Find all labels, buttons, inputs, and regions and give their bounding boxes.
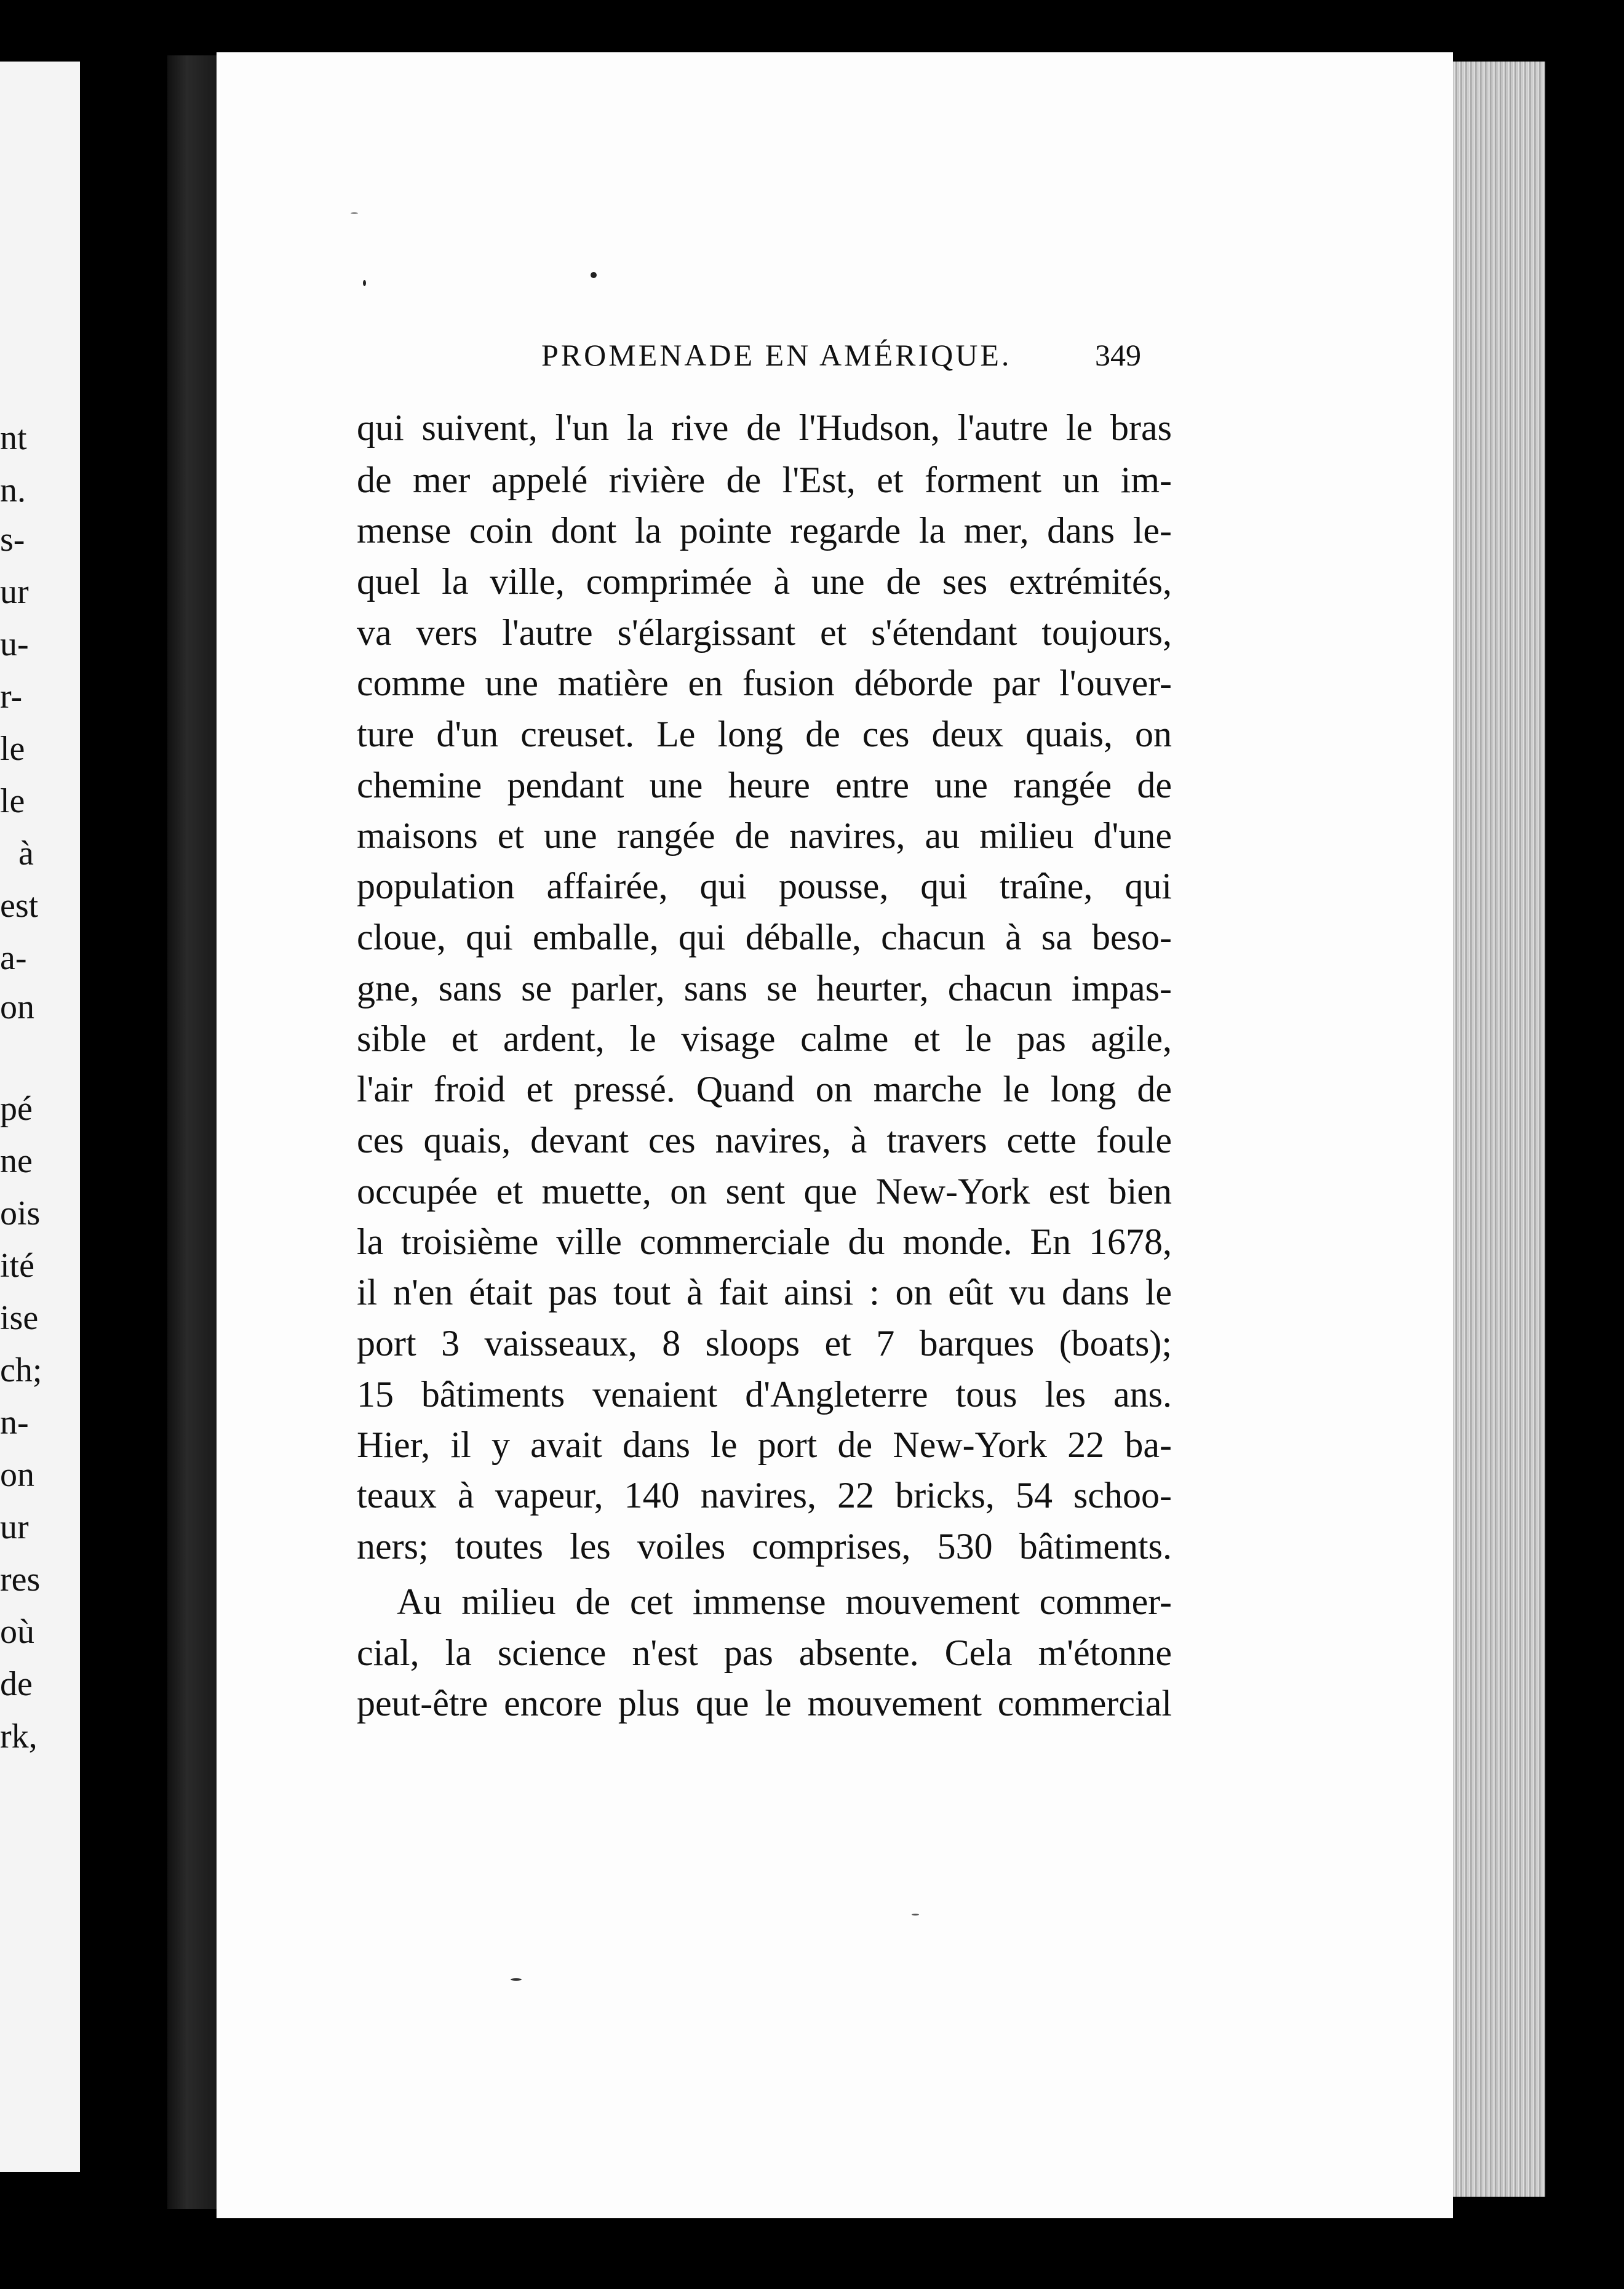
left-page-fragment: on — [0, 988, 34, 1026]
left-page-fragment: à — [18, 834, 34, 873]
scan-speck — [351, 212, 358, 214]
left-page-fragment: u- — [0, 625, 29, 663]
left-page-fragment: n- — [0, 1404, 29, 1442]
left-page-fragment: n. — [0, 471, 26, 509]
text-line: gne, sans se parler, sans se heurter, chacun impas- — [357, 968, 1172, 1009]
text-line: occupée et muette, on sent que New-York est bien — [357, 1171, 1172, 1212]
text-line: l'air froid et pressé. Quand on marche le long de — [357, 1069, 1172, 1109]
running-title: PROMENADE EN AMÉRIQUE. — [541, 338, 1012, 372]
text-line: mense coin dont la pointe regarde la mer, dans le- — [357, 510, 1172, 551]
text-line: maisons et une rangée de navires, au milieu d'une — [357, 815, 1172, 856]
text-line: il n'en était pas tout à fait ainsi : on eût vu dans le — [357, 1272, 1172, 1312]
left-page-fragment: res — [0, 1560, 41, 1599]
left-page-fragment: le — [0, 730, 25, 768]
text-line: 15 bâtiments venaient d'Angleterre tous les ans. — [357, 1374, 1172, 1415]
left-page-fragment: ch; — [0, 1351, 42, 1389]
left-page-fragment: s- — [0, 521, 25, 559]
scan-speck — [591, 272, 597, 278]
left-page-fragment: ise — [0, 1299, 39, 1337]
text-line: Hier, il y avait dans le port de New-York 22 ba- — [357, 1424, 1172, 1465]
left-page-fragment: on — [0, 1456, 34, 1494]
previous-page-edge — [0, 62, 80, 2172]
text-line: ners; toutes les voiles comprises, 530 bâtiments. — [357, 1526, 1172, 1567]
text-line: la troisième ville commerciale du monde. En 1678, — [357, 1221, 1172, 1262]
scan-speck — [511, 1978, 522, 1981]
text-line: Au milieu de cet immense mouvement commer- — [397, 1581, 1172, 1622]
text-line: port 3 vaisseaux, 8 sloops et 7 barques (boats); — [357, 1323, 1172, 1364]
book-spine-shadow — [167, 55, 217, 2209]
text-line: cial, la science n'est pas absente. Cela m'étonne — [357, 1632, 1172, 1673]
text-line: teaux à vapeur, 140 navires, 22 bricks, 54 schoo- — [357, 1475, 1172, 1516]
text-line: qui suivent, l'un la rive de l'Hudson, l'autre le bras — [357, 407, 1172, 448]
text-line: comme une matière en fusion déborde par l'ouver- — [357, 663, 1172, 703]
text-line: de mer appelé rivière de l'Est, et forment un im- — [357, 460, 1172, 500]
left-page-fragment: rk, — [0, 1717, 38, 1756]
text-line: ture d'un creuset. Le long de ces deux quais, on — [357, 714, 1172, 754]
text-line: peut-être encore plus que le mouvement commercial — [357, 1683, 1172, 1724]
page-number: 349 — [1095, 338, 1141, 372]
left-page-fragment: ur — [0, 1508, 29, 1546]
left-page-fragment: ois — [0, 1194, 41, 1232]
left-page-fragment: pé — [0, 1090, 33, 1128]
text-line: va vers l'autre s'élargissant et s'étendant toujours, — [357, 612, 1172, 653]
left-page-fragment: a- — [0, 939, 27, 977]
text-line: population affairée, qui pousse, qui traîne, qui — [357, 866, 1172, 906]
text-line: chemine pendant une heure entre une rangée de — [357, 765, 1172, 805]
scan-speck — [912, 1914, 919, 1915]
left-page-fragment: où — [0, 1613, 34, 1651]
left-page-fragment: le — [0, 782, 25, 820]
text-line: ces quais, devant ces navires, à travers cette foule — [357, 1120, 1172, 1160]
left-page-fragment: ne — [0, 1142, 33, 1180]
left-page-fragment: est — [0, 887, 39, 925]
text-line: cloue, qui emballe, qui déballe, chacun à sa beso- — [357, 917, 1172, 957]
scan-speck — [363, 280, 366, 286]
text-line: quel la ville, comprimée à une de ses extrémités, — [357, 561, 1172, 602]
left-page-fragment: ur — [0, 573, 29, 611]
left-page-fragment: nt — [0, 419, 27, 457]
left-page-fragment: de — [0, 1665, 33, 1703]
text-line: sible et ardent, le visage calme et le pas agile, — [357, 1018, 1172, 1059]
page-edges — [1453, 62, 1545, 2197]
left-page-fragment: ité — [0, 1247, 34, 1285]
left-page-fragment: r- — [0, 677, 23, 716]
